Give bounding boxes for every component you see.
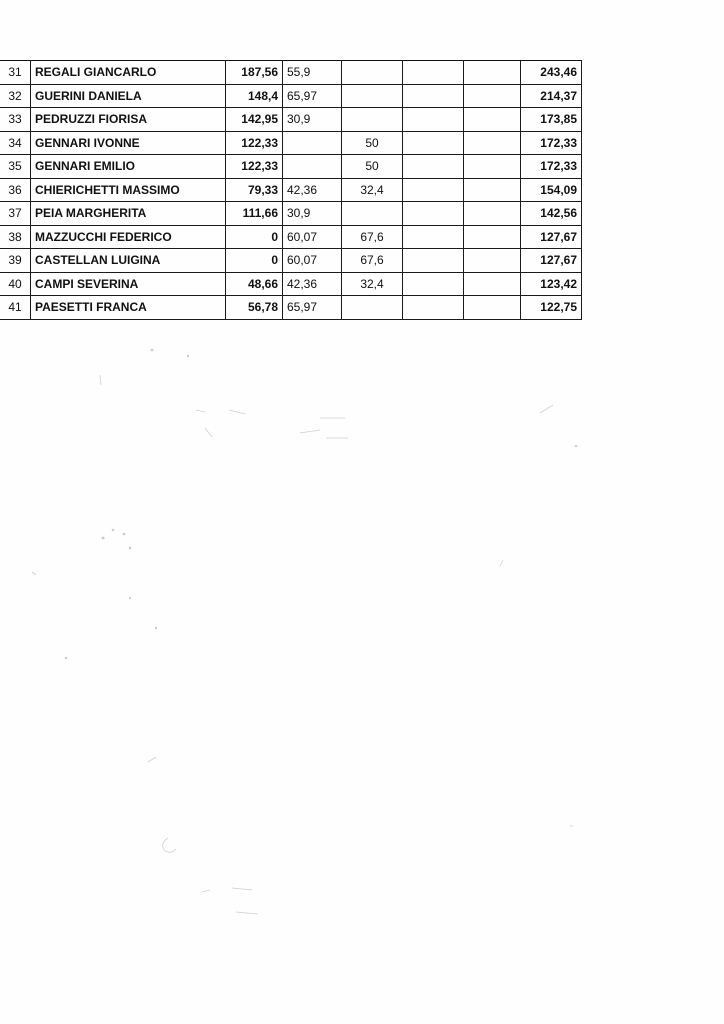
- score-col-1: 48,66: [226, 272, 283, 296]
- score-col-4: [403, 84, 464, 108]
- score-col-3: 50: [342, 131, 403, 155]
- participant-name: PAESETTI FRANCA: [31, 296, 226, 320]
- score-col-2: 60,07: [283, 225, 342, 249]
- participant-name: GENNARI IVONNE: [31, 131, 226, 155]
- score-col-2: 65,97: [283, 296, 342, 320]
- row-number: 33: [0, 108, 31, 132]
- score-col-2: 60,07: [283, 249, 342, 273]
- total-score: 142,56: [521, 202, 582, 226]
- score-col-4: [403, 296, 464, 320]
- score-col-5: [464, 225, 521, 249]
- score-col-3: [342, 61, 403, 85]
- table-row: [0, 202, 582, 226]
- total-score: 127,67: [521, 249, 582, 273]
- score-col-1: 187,56: [226, 61, 283, 85]
- score-col-5: [464, 296, 521, 320]
- score-col-2: 42,36: [283, 272, 342, 296]
- row-number: 31: [0, 61, 31, 85]
- score-col-3: [342, 202, 403, 226]
- table-row: [0, 131, 582, 155]
- row-number: 34: [0, 131, 31, 155]
- score-col-2: 42,36: [283, 178, 342, 202]
- participant-name: GENNARI EMILIO: [31, 155, 226, 179]
- score-col-3: [342, 84, 403, 108]
- row-number: 37: [0, 202, 31, 226]
- score-col-3: 32,4: [342, 272, 403, 296]
- score-col-4: [403, 131, 464, 155]
- score-col-3: 50: [342, 155, 403, 179]
- score-col-5: [464, 178, 521, 202]
- score-col-1: 79,33: [226, 178, 283, 202]
- participant-name: PEDRUZZI FIORISA: [31, 108, 226, 132]
- score-col-2: [283, 155, 342, 179]
- score-col-3: 67,6: [342, 225, 403, 249]
- score-col-4: [403, 61, 464, 85]
- score-col-2: [283, 131, 342, 155]
- score-col-5: [464, 202, 521, 226]
- score-col-1: 142,95: [226, 108, 283, 132]
- total-score: 172,33: [521, 131, 582, 155]
- row-number: 36: [0, 178, 31, 202]
- table-row: [0, 155, 582, 179]
- score-col-4: [403, 202, 464, 226]
- total-score: 122,75: [521, 296, 582, 320]
- score-col-1: 56,78: [226, 296, 283, 320]
- score-col-5: [464, 84, 521, 108]
- row-number: 35: [0, 155, 31, 179]
- participant-name: CASTELLAN LUIGINA: [31, 249, 226, 273]
- score-col-3: 67,6: [342, 249, 403, 273]
- score-col-5: [464, 61, 521, 85]
- row-number: 38: [0, 225, 31, 249]
- score-col-5: [464, 131, 521, 155]
- row-number: 39: [0, 249, 31, 273]
- score-col-3: [342, 296, 403, 320]
- score-col-5: [464, 249, 521, 273]
- participant-name: PEIA MARGHERITA: [31, 202, 226, 226]
- score-col-4: [403, 272, 464, 296]
- table-row: [0, 272, 582, 296]
- table-row: [0, 61, 582, 85]
- score-col-1: 0: [226, 225, 283, 249]
- score-col-4: [403, 225, 464, 249]
- score-col-4: [403, 108, 464, 132]
- score-col-4: [403, 249, 464, 273]
- total-score: 123,42: [521, 272, 582, 296]
- total-score: 214,37: [521, 84, 582, 108]
- score-col-5: [464, 108, 521, 132]
- total-score: 127,67: [521, 225, 582, 249]
- score-col-1: 148,4: [226, 84, 283, 108]
- score-col-5: [464, 272, 521, 296]
- ranking-table: [0, 60, 582, 320]
- score-col-1: 0: [226, 249, 283, 273]
- score-col-2: 30,9: [283, 202, 342, 226]
- total-score: 173,85: [521, 108, 582, 132]
- score-col-2: 30,9: [283, 108, 342, 132]
- table-row: [0, 108, 582, 132]
- score-col-2: 65,97: [283, 84, 342, 108]
- table-row: [0, 225, 582, 249]
- participant-name: MAZZUCCHI FEDERICO: [31, 225, 226, 249]
- score-col-3: [342, 108, 403, 132]
- participant-name: CAMPI SEVERINA: [31, 272, 226, 296]
- table-row: [0, 296, 582, 320]
- total-score: 172,33: [521, 155, 582, 179]
- table-row: [0, 84, 582, 108]
- score-col-1: 122,33: [226, 155, 283, 179]
- total-score: 243,46: [521, 61, 582, 85]
- ranking-table-body: [0, 61, 582, 320]
- score-col-4: [403, 155, 464, 179]
- table-row: [0, 178, 582, 202]
- total-score: 154,09: [521, 178, 582, 202]
- score-col-1: 111,66: [226, 202, 283, 226]
- score-col-4: [403, 178, 464, 202]
- score-col-2: 55,9: [283, 61, 342, 85]
- row-number: 32: [0, 84, 31, 108]
- table-row: [0, 249, 582, 273]
- score-col-1: 122,33: [226, 131, 283, 155]
- row-number: 40: [0, 272, 31, 296]
- participant-name: GUERINI DANIELA: [31, 84, 226, 108]
- participant-name: CHIERICHETTI MASSIMO: [31, 178, 226, 202]
- participant-name: REGALI GIANCARLO: [31, 61, 226, 85]
- score-col-3: 32,4: [342, 178, 403, 202]
- row-number: 41: [0, 296, 31, 320]
- score-col-5: [464, 155, 521, 179]
